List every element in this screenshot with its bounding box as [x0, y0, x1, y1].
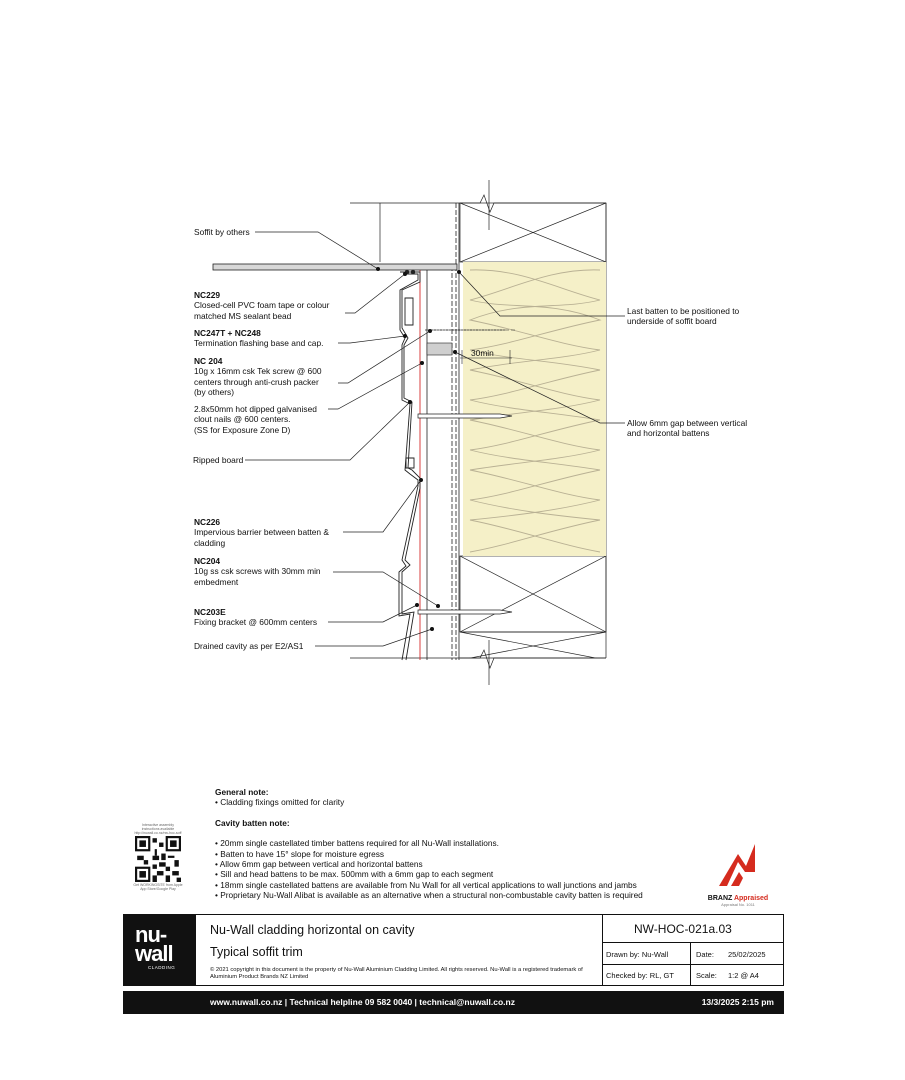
qr-caption: Interactive assembly instructions available [141, 823, 175, 831]
date-value: 25/02/2025 [728, 950, 766, 959]
notes [215, 787, 643, 901]
branz-sub: Appraisal No. 1011 [721, 902, 755, 907]
dimension-30min-label: 30min [471, 348, 494, 358]
cladding-profile [399, 272, 420, 660]
divider [690, 942, 691, 985]
drawing-code: NW-HOC-021a.03 [634, 922, 732, 936]
nc226-label: NC226 Impervious barrier between batten & cladding [194, 517, 330, 548]
insulation [463, 262, 606, 556]
drained-cavity-label: Drained cavity as per E2/AS1 [194, 641, 304, 651]
cavity-note-item: • Proprietary Nu-Wall Alibat is available as an alternative when a structural non-combustable cavity batten is required [215, 890, 643, 901]
cavity-batten [420, 266, 452, 660]
footer-contact[interactable]: www.nuwall.co.nz | Technical helpline 09 582 0040 | technical@nuwall.co.nz [210, 997, 515, 1007]
drawing-title: Nu-Wall cladding horizontal on cavity [210, 923, 415, 937]
nc204-ss-label: NC204 10g ss csk screws with 30mm min embedment [194, 556, 321, 587]
branz-logo-icon [715, 842, 761, 888]
copyright-text: © 2021 copyright in this document is the property of Nu-Wall Aluminium Cladding Limited. All rights reserved. Nu-Wall is a registered trademark of Aluminium Product Brands NZ Limited [210, 967, 583, 980]
scale-value: 1:2 @ A4 [728, 971, 759, 980]
logo-sub: CLADDING [148, 965, 176, 970]
ripped-board-label: Ripped board [193, 455, 244, 465]
qr-code-icon[interactable] [135, 836, 181, 882]
qr-url[interactable]: http://nuwall.co.nz/nw-hoc-soff [134, 831, 182, 835]
divider [602, 915, 603, 985]
cavity-note-heading: Cavity batten note: [215, 817, 290, 828]
checked-by: Checked by: RL, GT [606, 971, 674, 980]
soffit-label: Soffit by others [194, 227, 250, 237]
leader-dots [376, 267, 461, 631]
footer-bar [123, 991, 784, 1014]
drawn-by: Drawn by: Nu-Wall [606, 950, 669, 959]
cavity-note-item: • 18mm single castellated battens are available from Nu Wall for all vertical applications to wall junctions and jambs [215, 879, 637, 890]
scale-label: Scale: [696, 971, 717, 980]
drawing-subtitle: Typical soffit trim [210, 945, 303, 959]
clout-nails-label: 2.8x50mm hot dipped galvanised clout nails @ 600 centers. (SS for Exposure Zone D) [194, 404, 317, 435]
nc204-tek-label: NC 204 10g x 16mm csk Tek screw @ 600 centers through anti-crush packer (by others) [194, 356, 322, 397]
nc229-label: NC229 Closed-cell PVC foam tape or colour matched MS sealant bead [194, 290, 330, 321]
divider [602, 942, 784, 943]
title-block [123, 914, 784, 986]
branz-word: Appraised [733, 895, 769, 902]
cavity-note-item: • 20mm single castellated timber battens required for all Nu-Wall installations. [215, 838, 499, 849]
nc247-label: NC247T + NC248 Termination flashing base and cap. [194, 328, 324, 349]
general-note-heading: General note: [215, 787, 269, 797]
logo-line2: wall [135, 941, 173, 966]
cavity-note-item: • Sill and head battens to be max. 500mm with a 6mm gap to each segment [215, 869, 494, 880]
qr-block[interactable] [133, 823, 183, 891]
qr-app-note: Get WORKINGSITE from Apple App Store/Google Play [133, 883, 183, 891]
divider [602, 964, 784, 965]
nc203e-label: NC203E Fixing bracket @ 600mm centers [194, 607, 318, 628]
general-note-item: • Cladding fixings omitted for clarity [215, 797, 345, 808]
packer [427, 343, 452, 355]
nuwall-logo [124, 915, 196, 986]
batten-gap-label: Allow 6mm gap between vertical and horizontal battens [627, 418, 748, 439]
branz-brand: BRANZ [707, 895, 733, 902]
footer-timestamp: 13/3/2025 2:15 pm [701, 997, 774, 1007]
soffit-board [213, 264, 457, 270]
date-label: Date: [696, 950, 714, 959]
cavity-note-item: • Allow 6mm gap between vertical and horizontal battens [215, 859, 423, 870]
last-batten-label: Last batten to be positioned to underside of soffit board [627, 306, 740, 327]
cavity-note-item: • Batten to have 15° slope for moisture egress [215, 848, 385, 859]
logo-line1: nu- [135, 922, 167, 947]
branz-appraised-badge [703, 842, 773, 907]
